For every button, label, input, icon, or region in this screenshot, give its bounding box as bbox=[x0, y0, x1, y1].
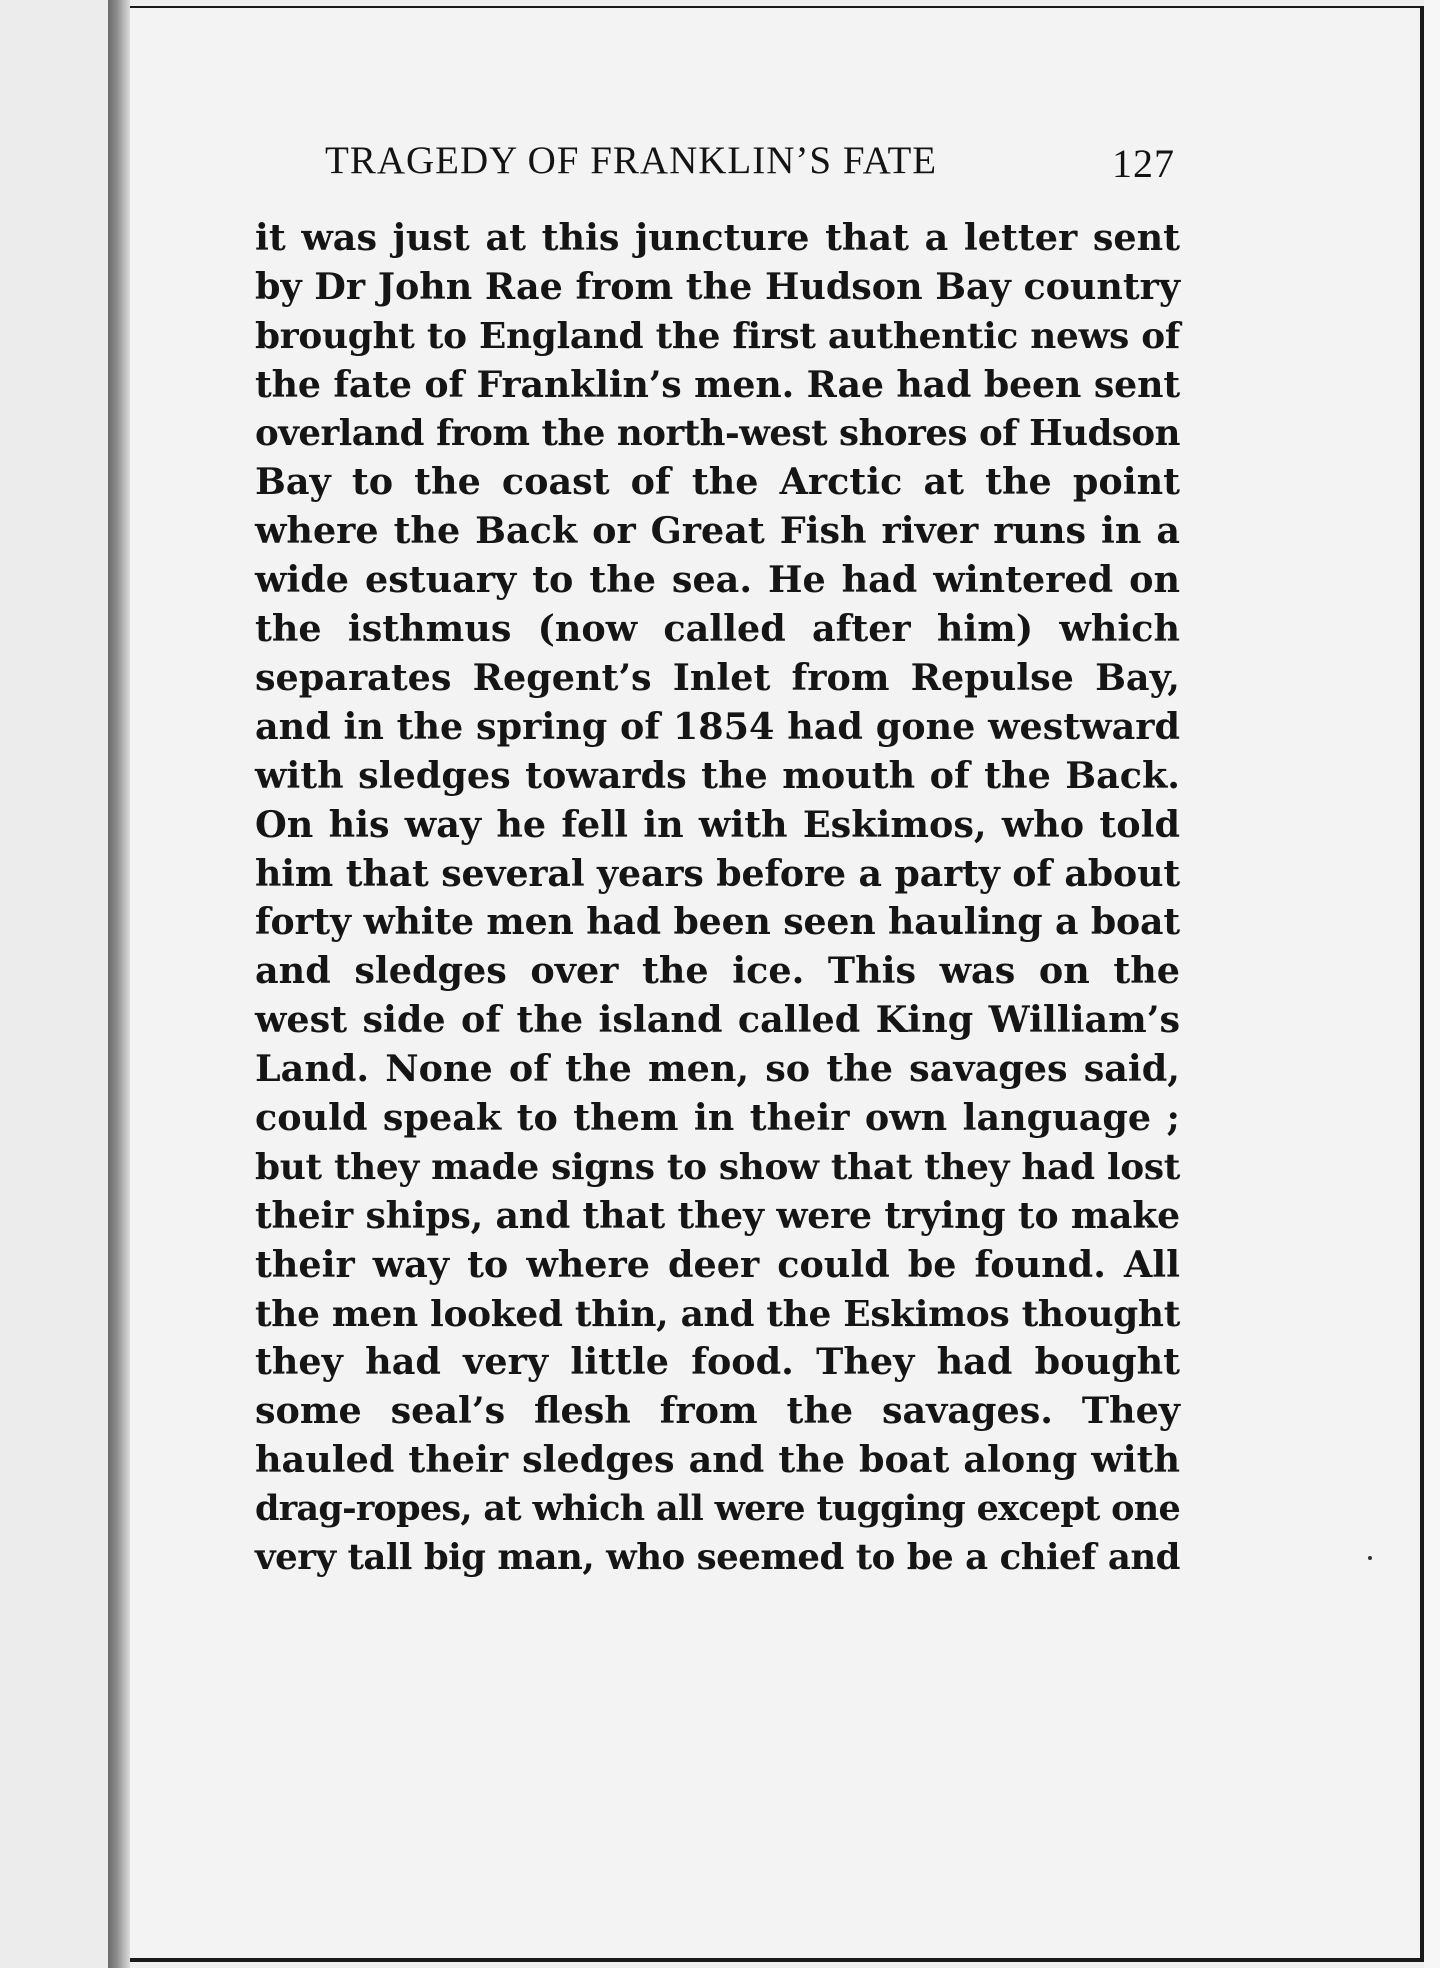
text-line: and sledges over the ice. This was on the bbox=[255, 949, 1180, 993]
text-line: they had very little food. They had bought bbox=[255, 1340, 1180, 1384]
text-line: their way to where deer could be found. All bbox=[255, 1242, 1180, 1286]
text-line: wide estuary to the sea. He had wintered on bbox=[255, 558, 1180, 602]
book-gutter-shadow bbox=[108, 0, 130, 1968]
text-line: the fate of Franklin’s men. Rae had been sent bbox=[255, 362, 1180, 406]
page-number: 127 bbox=[1112, 141, 1175, 186]
scan-speck bbox=[1368, 1556, 1372, 1560]
running-head-title: TRAGEDY OF FRANKLIN’S FATE bbox=[325, 139, 938, 182]
right-edge bbox=[1424, 0, 1440, 1968]
text-line: by Dr John Rae from the Hudson Bay country bbox=[255, 264, 1180, 308]
text-line: drag-ropes, at which all were tugging except one bbox=[255, 1488, 1180, 1530]
text-line: forty white men had been seen hauling a boat bbox=[255, 900, 1180, 944]
text-line: with sledges towards the mouth of the Back. bbox=[255, 753, 1180, 797]
text-line: but they made signs to show that they had lost bbox=[255, 1145, 1180, 1188]
text-line: the isthmus (now called after him) which bbox=[255, 607, 1180, 651]
text-line: could speak to them in their own language ; bbox=[255, 1096, 1180, 1140]
text-line: where the Back or Great Fish river runs in a bbox=[255, 509, 1180, 553]
running-header bbox=[325, 138, 1175, 198]
text-line: it was just at this juncture that a letter sent bbox=[255, 216, 1180, 259]
body-text bbox=[255, 214, 1180, 1583]
text-line: very tall big man, who seemed to be a chief and bbox=[255, 1537, 1180, 1579]
facing-page-margin bbox=[0, 0, 108, 1968]
text-line: overland from the north-west shores of Hudson bbox=[255, 412, 1180, 454]
text-line: him that several years before a party of about bbox=[255, 851, 1180, 895]
text-line: the men looked thin, and the Eskimos thought bbox=[255, 1292, 1180, 1335]
text-line: On his way he fell in with Eskimos, who told bbox=[255, 802, 1180, 846]
text-line: their ships, and that they were trying to make bbox=[255, 1193, 1180, 1237]
text-line: Bay to the coast of the Arctic at the point bbox=[255, 460, 1180, 504]
text-line: west side of the island called King William’s bbox=[255, 998, 1180, 1042]
text-line: and in the spring of 1854 had gone westward bbox=[255, 704, 1180, 748]
text-line: some seal’s flesh from the savages. They bbox=[255, 1389, 1180, 1433]
text-line: separates Regent’s Inlet from Repulse Bay, bbox=[255, 656, 1180, 700]
page-sheet bbox=[130, 6, 1424, 1962]
text-line: brought to England the first authentic news of bbox=[255, 314, 1180, 357]
text-line: Land. None of the men, so the savages said, bbox=[255, 1047, 1180, 1091]
text-line: hauled their sledges and the boat along with bbox=[255, 1438, 1180, 1482]
